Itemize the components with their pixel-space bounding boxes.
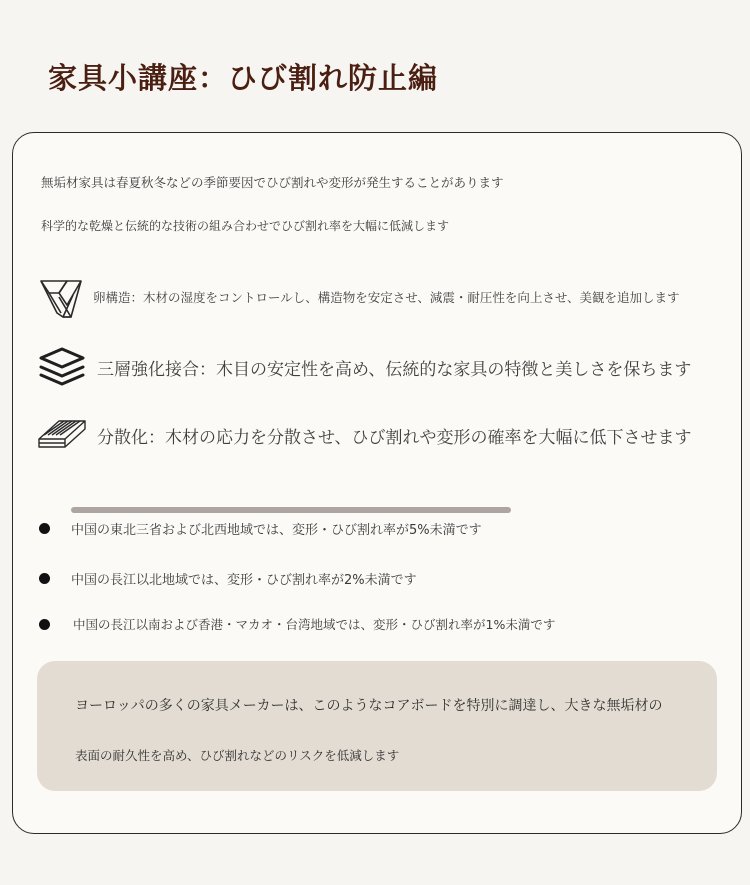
- list-item-text: 中国の長江以北地域では、変形・ひび割れ率が2%未満です: [71, 573, 417, 588]
- feature-egg-structure: [37, 275, 680, 319]
- intro-text: 無垢材家具は春夏秋冬などの季節要因でひび割れや変形が発生することがあります: [41, 175, 504, 190]
- feature-three-layer: [37, 345, 691, 389]
- note-text: ヨーロッパの多くの家具メーカーは、このようなコアボードを特別に調達し、大きな無垢材の: [75, 698, 663, 714]
- list-item: [39, 519, 482, 538]
- bullet-icon: [39, 573, 50, 584]
- feature-text: 卵構造：木材の湿度をコントロールし、構造物を安定させ、減震・耐圧性を向上させ、美観を追加します: [93, 290, 680, 305]
- feature-text: 分散化：木材の応力を分散させ、ひび割れや変形の確率を大幅に低下させます: [97, 427, 692, 448]
- page-title: 家具小講座：ひび割れ防止編: [48, 61, 439, 95]
- feature-text: 三層強化接合：木目の安定性を高め、伝統的な家具の特徴と美しさを保ちます: [97, 359, 692, 380]
- wood-board-icon: [37, 413, 89, 457]
- list-item: [39, 615, 555, 633]
- ink-strike-mark: [71, 507, 511, 513]
- note-box: [37, 661, 717, 791]
- bullet-icon: [39, 619, 50, 630]
- intro-text: 科学的な乾燥と伝統的な技術の組み合わせでひび割れ率を大幅に低減します: [41, 219, 450, 233]
- list-item-text: 中国の長江以南および香港・マカオ・台湾地域では、変形・ひび割れ率が1%未満です: [73, 617, 556, 632]
- layers-icon: [37, 345, 89, 389]
- bullet-icon: [39, 523, 50, 534]
- triangle-knot-icon: [37, 275, 89, 319]
- list-item: [39, 569, 417, 588]
- note-text: 表面の耐久性を高め、ひび割れなどのリスクを低減します: [75, 748, 400, 763]
- feature-dispersion: [37, 413, 692, 457]
- list-item-text: 中国の東北三省および北西地域では、変形・ひび割れ率が5%未満です: [71, 523, 482, 538]
- content-card: [12, 132, 742, 834]
